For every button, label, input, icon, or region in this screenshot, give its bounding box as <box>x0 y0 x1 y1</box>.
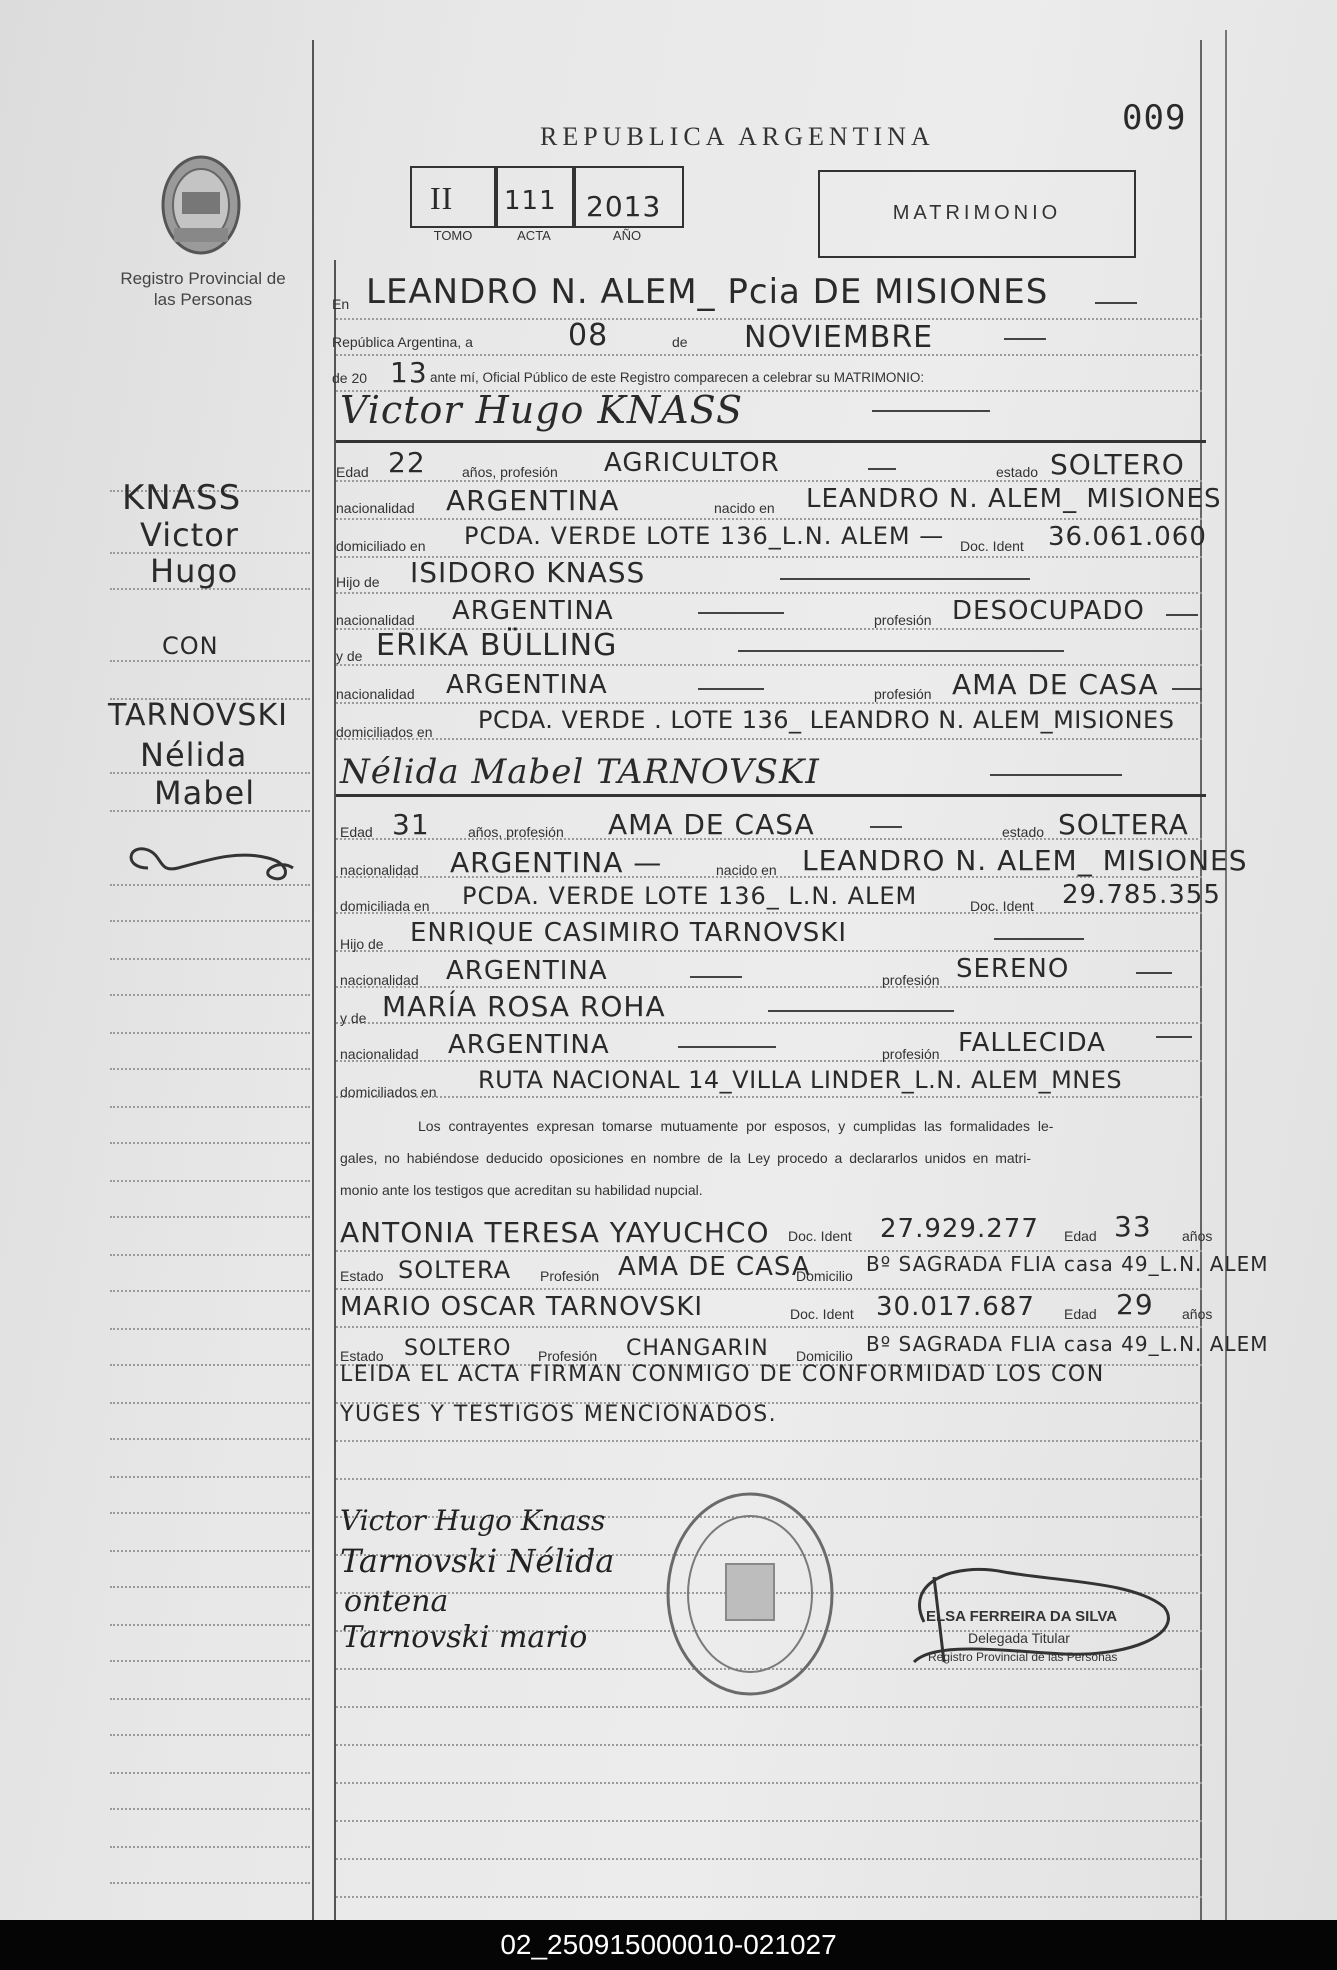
witness1-profesion: AMA DE CASA <box>618 1252 811 1282</box>
bride-nacionalidad: ARGENTINA — <box>450 846 663 879</box>
en-label: En <box>332 296 350 312</box>
signature-bride: Tarnovski Nélida <box>340 1542 615 1580</box>
year-prefix: de 20 <box>332 370 368 386</box>
witness1-name: ANTONIA TERESA YAYUCHCO <box>340 1216 770 1249</box>
bride-nacido-label: nacido en <box>716 862 777 878</box>
witness1-domicilio: Bº SAGRADA FLIA casa 49_L.N. ALEM <box>866 1252 1269 1276</box>
groom-edad-label: Edad <box>336 464 369 480</box>
bride-domicilio: PCDA. VERDE LOTE 136_ L.N. ALEM <box>462 882 918 910</box>
de-label: de <box>672 334 688 350</box>
groom-nacido-label: nacido en <box>714 500 775 516</box>
margin-note-name1: Victor <box>140 516 239 554</box>
witness1-anos: años <box>1182 1228 1213 1244</box>
bride-father: ENRIQUE CASIMIRO TARNOVSKI <box>410 918 847 948</box>
witness2-anos: años <box>1182 1306 1213 1322</box>
bride-dom-label: domiciliada en <box>340 898 430 914</box>
witness2-prof-label: Profesión <box>538 1348 598 1364</box>
groom-mother-label: y de <box>336 648 363 664</box>
witness1-dom-label: Domicilio <box>796 1268 853 1284</box>
tomo-value: II <box>430 180 454 216</box>
closing-line-1: LEIDA EL ACTA FIRMAN CONMIGO DE CONFORMIDAD LOS CON <box>340 1362 1105 1387</box>
official-name: ELSA FERREIRA DA SILVA <box>926 1608 1118 1625</box>
witness2-name: MARIO OSCAR TARNOVSKI <box>340 1292 704 1322</box>
act-type-label: MATRIMONIO <box>892 202 1062 224</box>
signature-witness2: Tarnovski mario <box>342 1620 588 1655</box>
bride-edad: 31 <box>392 808 430 841</box>
margin-note-name4: Mabel <box>154 774 256 812</box>
margin-note-surname: KNASS <box>122 478 242 518</box>
groom-father-prof: DESOCUPADO <box>952 596 1145 626</box>
bride-father-nac-label: nacionalidad <box>340 972 419 988</box>
bride-mother: MARÍA ROSA ROHA <box>382 990 666 1023</box>
groom-parents-dom-label: domiciliados en <box>336 724 433 740</box>
groom-domicilio: PCDA. VERDE LOTE 136_L.N. ALEM — <box>464 522 945 550</box>
groom-doc: 36.061.060 <box>1048 522 1207 552</box>
witness1-prof-label: Profesión <box>540 1268 600 1284</box>
country-title: REPUBLICA ARGENTINA <box>540 122 935 151</box>
witness2-doc: 30.017.687 <box>876 1292 1035 1322</box>
declaration-line-2: gales, no habiéndose deducido oposiciones en nombre de la Ley procedo a declararlos unidos en matri- <box>340 1150 1031 1166</box>
bride-profesion: AMA DE CASA <box>608 808 815 841</box>
groom-anos-profesion: años, profesión <box>462 464 558 480</box>
bride-parents-dom: RUTA NACIONAL 14_VILLA LINDER_L.N. ALEM_MNES <box>478 1066 1123 1094</box>
margin-note-con: CON <box>162 632 219 660</box>
groom-edad: 22 <box>388 446 426 479</box>
witness1-edad-label: Edad <box>1064 1228 1097 1244</box>
anio-value: 2013 <box>586 190 662 223</box>
margin-note-name2: Hugo <box>150 552 239 590</box>
groom-mother-prof: AMA DE CASA <box>952 668 1159 701</box>
bride-father-prof-label: profesión <box>882 972 940 988</box>
provincial-seal-icon <box>154 150 248 260</box>
bride-mother-nac-label: nacionalidad <box>340 1046 419 1062</box>
bride-father-prof: SERENO <box>956 954 1070 984</box>
witness1-estado: SOLTERA <box>398 1256 512 1284</box>
groom-mother-prof-label: profesión <box>874 686 932 702</box>
bride-mother-prof-label: profesión <box>882 1046 940 1062</box>
groom-nacido-en: LEANDRO N. ALEM_ MISIONES <box>806 484 1222 514</box>
groom-father-prof-label: profesión <box>874 612 932 628</box>
groom-father-label: Hijo de <box>336 574 380 590</box>
witness2-domicilio: Bº SAGRADA FLIA casa 49_L.N. ALEM <box>866 1332 1269 1356</box>
official-title: Delegada Titular <box>968 1630 1070 1646</box>
anio-label: AÑO <box>612 228 642 243</box>
republica-label: República Argentina, a <box>332 334 473 350</box>
groom-estado: SOLTERO <box>1050 448 1185 481</box>
bride-nac-label: nacionalidad <box>340 862 419 878</box>
groom-nac-label: nacionalidad <box>336 500 415 516</box>
acta-label: ACTA <box>517 228 551 243</box>
day-value: 08 <box>568 318 609 353</box>
bride-estado: SOLTERA <box>1058 808 1189 841</box>
groom-father-nac-label: nacionalidad <box>336 612 415 628</box>
binding-line-outer <box>312 40 314 1920</box>
groom-parents-dom: PCDA. VERDE . LOTE 136_ LEANDRO N. ALEM_MISIONES <box>478 706 1175 734</box>
witness1-edad: 33 <box>1114 1210 1152 1243</box>
official-office: Registro Provincial de las Personas <box>928 1650 1118 1664</box>
groom-dom-label: domiciliado en <box>336 538 426 554</box>
place-value: LEANDRO N. ALEM_ Pcia DE MISIONES <box>366 272 1049 312</box>
bride-father-nac: ARGENTINA <box>446 956 608 986</box>
witness2-profesion: CHANGARIN <box>626 1336 769 1361</box>
groom-mother-nac-label: nacionalidad <box>336 686 415 702</box>
right-edge-line <box>1200 40 1202 1920</box>
year-suffix: 13 <box>390 356 428 389</box>
bride-doc: 29.785.355 <box>1062 880 1221 910</box>
footer-id: 02_250915000010-021027 <box>0 1920 1337 1970</box>
groom-mother-nac: ARGENTINA <box>446 670 608 700</box>
bride-name: Nélida Mabel TARNOVSKI <box>340 752 820 792</box>
bride-nacido-en: LEANDRO N. ALEM_ MISIONES <box>802 844 1248 877</box>
acta-value: 111 <box>504 186 557 216</box>
seal-label: Registro Provincial de las Personas <box>120 269 286 309</box>
groom-doc-label: Doc. Ident <box>960 538 1024 554</box>
groom-mother: ERIKA BÜLLING <box>376 628 618 663</box>
groom-estado-label: estado <box>996 464 1039 480</box>
official-stamp-icon <box>660 1484 840 1704</box>
bride-parents-dom-label: domiciliados en <box>340 1084 437 1100</box>
intro-statement: ante mí, Oficial Público de este Registro comparecen a celebrar su MATRIMONIO: <box>430 370 925 385</box>
declaration-line-1: Los contrayentes expresan tomarse mutuamente por esposos, y cumplidas las formalidades le- <box>418 1118 1054 1134</box>
bride-father-label: Hijo de <box>340 936 384 952</box>
flourish-icon <box>118 838 308 888</box>
witness2-estado: SOLTERO <box>404 1336 512 1361</box>
month-value: NOVIEMBRE <box>744 320 934 355</box>
bride-mother-nac: ARGENTINA <box>448 1030 610 1060</box>
signature-groom: Victor Hugo Knass <box>340 1504 606 1537</box>
signature-witness1: ontena <box>344 1584 449 1619</box>
witness2-estado-label: Estado <box>340 1348 384 1364</box>
witness2-edad: 29 <box>1116 1288 1154 1321</box>
witness1-doc: 27.929.277 <box>880 1214 1039 1244</box>
bride-doc-label: Doc. Ident <box>970 898 1034 914</box>
margin-note-surname2: TARNOVSKI <box>108 698 288 733</box>
groom-nacionalidad: ARGENTINA <box>446 484 620 517</box>
groom-father-nac: ARGENTINA <box>452 596 614 626</box>
bride-mother-label: y de <box>340 1010 367 1026</box>
bride-edad-label: Edad <box>340 824 373 840</box>
groom-name: Victor Hugo KNASS <box>340 388 743 432</box>
bride-estado-label: estado <box>1002 824 1045 840</box>
closing-line-2: YUGES Y TESTIGOS MENCIONADOS. <box>340 1402 778 1427</box>
groom-father: ISIDORO KNASS <box>410 556 646 589</box>
page-number: 009 <box>1122 98 1187 138</box>
witness1-estado-label: Estado <box>340 1268 384 1284</box>
witness2-doc-label: Doc. Ident <box>790 1306 854 1322</box>
groom-profesion: AGRICULTOR <box>604 448 780 478</box>
bride-mother-prof: FALLECIDA <box>958 1028 1106 1058</box>
witness1-doc-label: Doc. Ident <box>788 1228 852 1244</box>
declaration-line-3: monio ante los testigos que acreditan su habilidad nupcial. <box>340 1182 703 1198</box>
witness2-dom-label: Domicilio <box>796 1348 853 1364</box>
margin-note-name3: Nélida <box>140 736 248 774</box>
tomo-label: TOMO <box>433 228 473 243</box>
right-edge-line-2 <box>1225 30 1227 1920</box>
witness2-edad-label: Edad <box>1064 1306 1097 1322</box>
bride-anos-profesion: años, profesión <box>468 824 564 840</box>
